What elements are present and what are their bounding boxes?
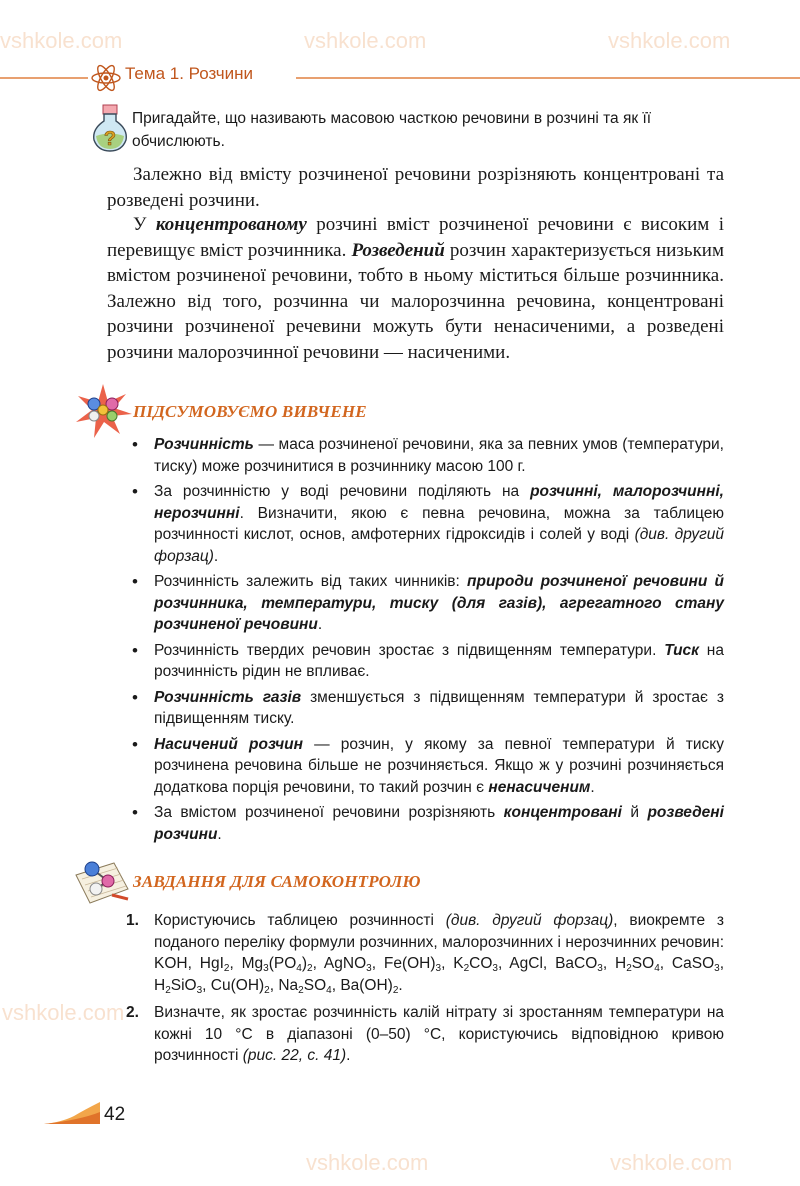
term: розчинні, малорозчинні, нерозчинні — [154, 483, 724, 522]
watermark: vshkole.com — [306, 1150, 429, 1175]
atom-icon — [90, 63, 122, 98]
text-span: Розчинність залежить від таких чинників: — [154, 573, 468, 590]
text-span: . — [213, 547, 219, 565]
watermark: vshkole.com — [304, 28, 427, 53]
text-span: . — [317, 616, 323, 633]
term: природи розчиненої речовини й розчинника, температури, тиску (для газів), агрегатного стану розчиненої речовини — [154, 573, 724, 633]
reference: (рис. 22, с. 41) — [242, 1047, 347, 1064]
text-span: розчині вміст розчиненої речовини є високим і перевищує вміст розчинника. — [107, 214, 725, 261]
text-span: Розчинність твердих речовин зростає з підвищенням температури. — [154, 641, 665, 659]
task-item — [126, 910, 724, 996]
tasks-list — [126, 910, 724, 1073]
tasks-heading: ЗАВДАННЯ ДЛЯ САМОКОНТРОЛЮ — [133, 872, 421, 891]
task-item — [126, 1002, 724, 1067]
summary-item — [130, 640, 724, 683]
text-span: . — [217, 825, 222, 843]
summary-heading: ПІДСУМОВУЄМО ВИВЧЕНЕ — [133, 402, 367, 421]
watermark: vshkole.com — [610, 1150, 733, 1175]
text-span: розчин характеризується низьким вмістом розчиненої речовини, тобто в ньому міститься більше розчинника. Залежно від того, розчинна чи малорозчинна речовина, концентровані розчини розчиненої речевини можуть бути ненасиченими, а розведені розчини малорозчинної речовини — насиченими. — [107, 239, 724, 363]
text-span: . Визначити, якою є певна речовина, можна за таблицею розчинності кислот, основ, амфотерних гідроксидів і солей у воді — [154, 504, 724, 543]
watermark: vshkole.com — [2, 1000, 125, 1025]
notebook-molecule-icon — [72, 855, 132, 912]
summary-item — [130, 687, 724, 730]
paragraph-2 — [107, 212, 724, 365]
summary-item — [130, 571, 724, 636]
header-rule-left — [0, 77, 88, 79]
paragraph-1: Залежно від вмісту розчиненої речовини розрізняють концентровані та розведені розчини. — [107, 164, 724, 211]
term: Розчинність газів — [154, 688, 302, 706]
topic-title: Тема 1. Розчини — [125, 64, 253, 83]
text-span: . — [346, 1047, 351, 1064]
text-span: За вмістом розчиненої речовини розрізняють — [154, 804, 504, 821]
summary-item — [130, 434, 724, 477]
text-span: на розчинність рідин не впливає. — [154, 641, 724, 680]
term-diluted: Розведений — [351, 239, 445, 261]
text-span: зменшується з підвищенням температури й зростає з підвищенням тиску. — [154, 688, 724, 727]
page-corner-decoration — [44, 1100, 104, 1131]
watermark: vshkole.com — [608, 28, 731, 53]
summary-item — [130, 734, 724, 799]
page-number: 42 — [104, 1104, 126, 1125]
term: Насичений розчин — [154, 735, 303, 753]
text-span: й — [621, 804, 648, 821]
text-span: Визначте, як зростає розчинність калій нітрату зі зростанням температури на кожні 10 °С в діапазоні (0–50) °С, користуючись відповідною кривою розчинності — [154, 1004, 724, 1064]
task-number: 1. — [126, 912, 139, 929]
formula-list: KOH, HgI$_2$, $Mg_3(PO_4)_2$, AgNO$_3$, $Fe(OH)_3$, $K_2CO_3$, AgCl, BaCO$_3$, $H_2SO_4$, CaSO$_3$, $H_2SiO_3$, $Cu(OH)_2$, $Na_2SO_4$, $Ba(OH)_2$. — [154, 955, 725, 996]
text-span: — розчин, у якому за певної температури й тиску розчинена речовина більше не розчиняється. Якщо ж у розчині розчиняється додаткова порція речовини, то такий розчин є — [154, 735, 724, 796]
svg-text:?: ? — [103, 128, 117, 150]
term: Тиск — [664, 641, 700, 659]
summary-list — [130, 434, 724, 845]
term: Розчинність — [154, 436, 254, 453]
text-span: Користуючись таблицею розчинності — [154, 912, 446, 929]
header-rule-right — [296, 77, 800, 79]
text-span: — маса розчиненої речовини, яка за певних умов (температури, тиску) може розчинитися в розчиннику масою 100 г. — [154, 436, 724, 475]
recall-question: Пригадайте, що називають масовою часткою речовини в розчині та як її обчислюють. — [132, 110, 652, 150]
flask-question-icon — [88, 103, 132, 158]
reference: (див. другий форзац) — [154, 526, 724, 565]
text-span: У — [133, 214, 156, 235]
term: розведені розчини — [154, 804, 724, 843]
term-concentrated: концентрованому — [155, 214, 307, 235]
task-number: 2. — [126, 1004, 139, 1021]
watermark: vshkole.com — [0, 28, 123, 53]
summary-item — [130, 481, 724, 567]
term: концентровані — [503, 804, 622, 821]
text-span: . — [590, 778, 595, 796]
summary-item — [130, 802, 724, 845]
reference: (див. другий форзац) — [445, 912, 614, 929]
molecules-icon — [74, 384, 132, 443]
term: ненасиченим — [488, 778, 591, 796]
text-span: За розчинністю у воді речовини поділяють на — [154, 483, 531, 500]
text-span: , виокремте з поданого переліку формули розчинних, малорозчинних і нерозчинних речовин: — [154, 912, 724, 951]
